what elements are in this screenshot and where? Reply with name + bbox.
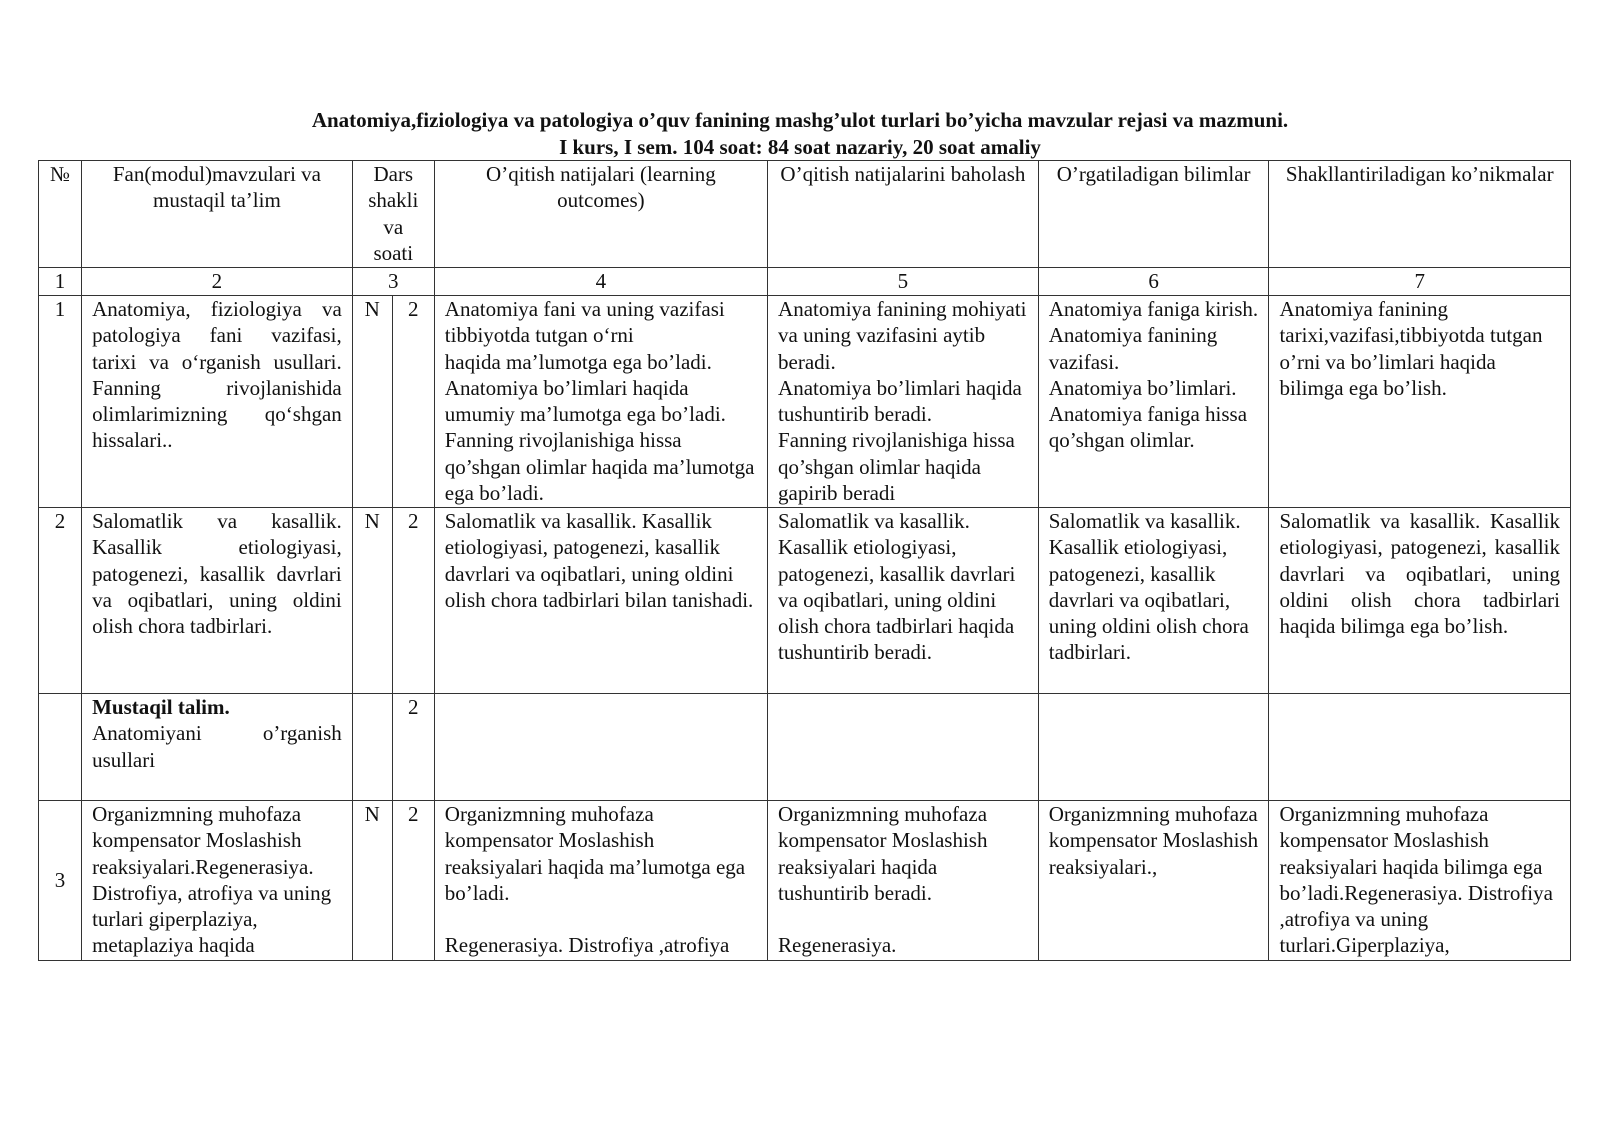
row-hours: 2 bbox=[392, 508, 434, 694]
row-skills: Anatomiya fanining tarixi,vazifasi,tibbiyotda tutgan o’rni va bo’limlari haqida bilimga ega bo’lish. bbox=[1269, 296, 1571, 508]
row-assessment-text-2: Regenerasiya. bbox=[778, 933, 897, 958]
independent-study-label: Mustaqil talim. bbox=[92, 695, 230, 719]
row-learning-outcomes: Anatomiya fani va uning vazifasi tibbiyotda tutgan o‘rni haqida ma’lumotga ega bo’ladi. Anatomiya bo’limlari haqida umumiy ma’lumotga ega bo’ladi. Fanning rivojlanishiga hissa qo’shgan olimlar haqida ma’lumotga ega bo’ladi. bbox=[434, 296, 767, 508]
title-line-1: Anatomiya,fiziologiya va patologiya o’quv fanining mashg’ulot turlari bo’yicha mavzular rejasi va mazmuni. bbox=[311, 108, 1289, 132]
row-learning-outcomes-text: Organizmning muhofaza kompensator Moslashish reaksiyalari haqida ma’lumotga ega bo’ladi. bbox=[444, 802, 746, 905]
row-hours: 2 bbox=[392, 296, 434, 508]
table-row bbox=[39, 801, 1571, 961]
row-topic-text: Anatomiyani o’rganish usullari bbox=[92, 721, 342, 772]
column-number: 3 bbox=[352, 268, 434, 296]
row-knowledge: Anatomiya faniga kirish. Anatomiya fanining vazifasi. Anatomiya bo’limlari. Anatomiya faniga hissa qo’shgan olimlar. bbox=[1038, 296, 1269, 508]
row-assessment: Anatomiya fanining mohiyati va uning vazifasini aytib beradi. Anatomiya bo’limlari haqida tushuntirib beradi. Fanning rivojlanishiga hissa qo’shgan olimlar haqida gapirib beradi bbox=[768, 296, 1039, 508]
row-learning-outcomes: Salomatlik va kasallik. Kasallik etiologiyasi, patogenezi, kasallik davrlari va oqibatlari, uning oldini olish chora tadbirlari bilan tanishadi. bbox=[434, 508, 767, 694]
row-assessment-text: Organizmning muhofaza kompensator Moslashish reaksiyalari haqida tushuntirib beradi. bbox=[778, 802, 988, 905]
header-learning-outcomes: O’qitish natijalari (learning outcomes) bbox=[434, 161, 767, 268]
row-skills bbox=[1269, 694, 1571, 801]
row-lesson-form: N bbox=[352, 801, 392, 961]
row-topic: Salomatlik va kasallik. Kasallik etiologiyasi, patogenezi, kasallik davrlari va oqibatlari, uning oldini olish chora tadbirlari. bbox=[82, 508, 353, 694]
row-number: 2 bbox=[39, 508, 82, 694]
row-number bbox=[39, 694, 82, 801]
row-knowledge: Organizmning muhofaza kompensator Moslashish reaksiyalari., bbox=[1038, 801, 1269, 961]
column-number: 1 bbox=[39, 268, 82, 296]
row-number: 3 bbox=[39, 801, 82, 961]
title-line-2: I kurs, I sem. 104 soat: 84 soat nazariy, 20 soat amaliy bbox=[559, 135, 1041, 159]
column-number: 6 bbox=[1038, 268, 1269, 296]
row-lesson-form bbox=[352, 694, 392, 801]
row-number: 1 bbox=[39, 296, 82, 508]
row-lesson-form: N bbox=[352, 508, 392, 694]
header-lesson-form: Dars shakli va soati bbox=[352, 161, 434, 268]
row-assessment bbox=[768, 801, 1039, 961]
document-title bbox=[0, 107, 1600, 161]
column-number: 4 bbox=[434, 268, 767, 296]
row-learning-outcomes bbox=[434, 801, 767, 961]
row-skills: Organizmning muhofaza kompensator Moslashish reaksiyalari haqida bilimga ega bo’ladi.Regenerasiya. Distrofiya ,atrofiya va uning turlari.Giperplaziya, bbox=[1269, 801, 1571, 961]
row-assessment bbox=[768, 694, 1039, 801]
header-knowledge: O’rgatiladigan bilimlar bbox=[1038, 161, 1269, 268]
row-topic: Organizmning muhofaza kompensator Moslashish reaksiyalari.Regenerasiya. Distrofiya, atrofiya va uning turlari giperplaziya, metaplaziya haqida bbox=[82, 801, 353, 961]
row-knowledge: Salomatlik va kasallik. Kasallik etiologiyasi, patogenezi, kasallik davrlari va oqibatlari, uning oldini olish chora tadbirlari. bbox=[1038, 508, 1269, 694]
table-row bbox=[39, 694, 1571, 801]
column-number-row bbox=[39, 268, 1571, 296]
column-number: 5 bbox=[768, 268, 1039, 296]
header-topics: Fan(modul)mavzulari va mustaqil ta’lim bbox=[82, 161, 353, 268]
header-number: № bbox=[39, 161, 82, 268]
column-number: 2 bbox=[82, 268, 353, 296]
row-skills: Salomatlik va kasallik. Kasallik etiologiyasi, patogenezi, kasallik davrlari va oqibatlari, uning oldini olish chora tadbirlari haqida bilimga ega bo’lish. bbox=[1269, 508, 1571, 694]
row-hours: 2 bbox=[392, 801, 434, 961]
topics-plan-table bbox=[38, 160, 1571, 961]
header-skills: Shakllantiriladigan ko’nikmalar bbox=[1269, 161, 1571, 268]
row-learning-outcomes bbox=[434, 694, 767, 801]
column-number: 7 bbox=[1269, 268, 1571, 296]
row-hours: 2 bbox=[392, 694, 434, 801]
row-assessment: Salomatlik va kasallik. Kasallik etiologiyasi, patogenezi, kasallik davrlari va oqibatlari, uning oldini olish chora tadbirlari haqida tushuntirib beradi. bbox=[768, 508, 1039, 694]
row-learning-outcomes-text-2: Regenerasiya. Distrofiya ,atrofiya bbox=[444, 933, 730, 958]
table-row bbox=[39, 508, 1571, 694]
header-row bbox=[39, 161, 1571, 268]
table-row bbox=[39, 296, 1571, 508]
row-knowledge bbox=[1038, 694, 1269, 801]
row-topic: Anatomiya, fiziologiya va patologiya fani vazifasi, tarixi va o‘rganish usullari. Fanning rivojlanishida olimlarimizning qo‘shgan hissalari.. bbox=[82, 296, 353, 508]
header-assessment: O’qitish natijalarini baholash bbox=[768, 161, 1039, 268]
row-topic bbox=[82, 694, 353, 801]
row-lesson-form: N bbox=[352, 296, 392, 508]
